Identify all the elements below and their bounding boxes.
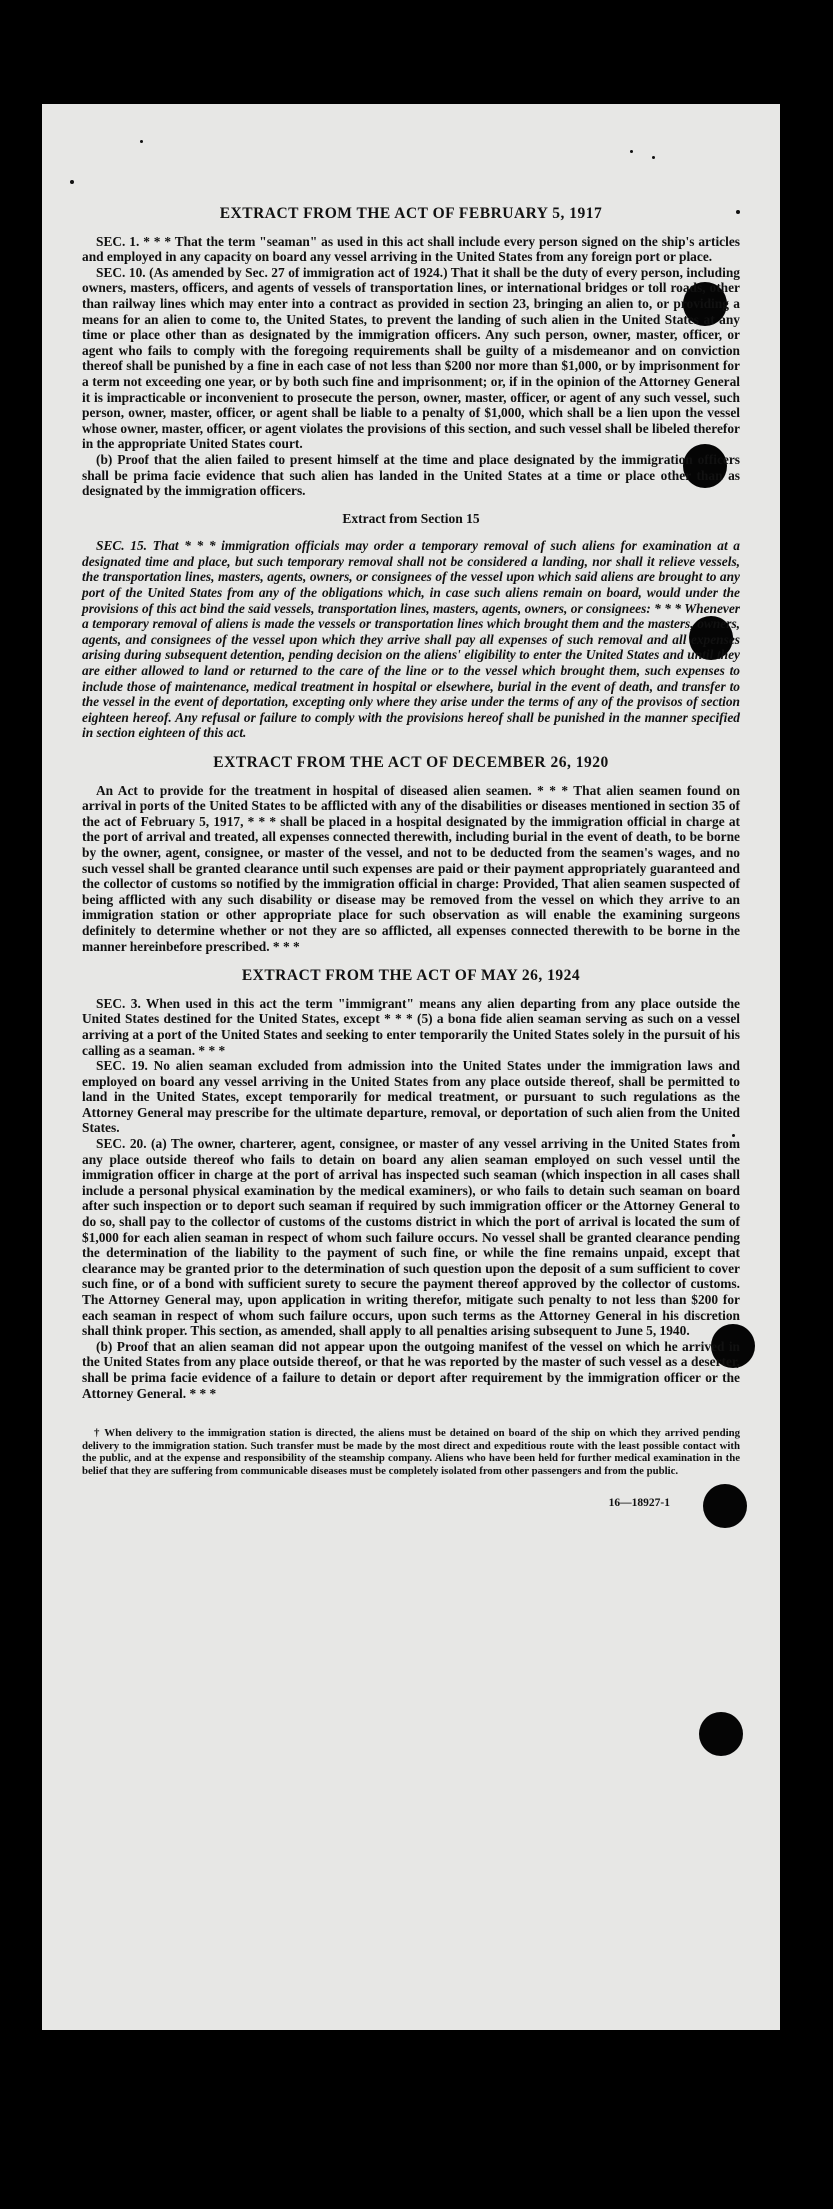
document-body xyxy=(82,206,740,1511)
speck xyxy=(140,140,143,143)
section-subheading: Extract from Section 15 xyxy=(342,510,480,526)
footnote: † When delivery to the immigration station is directed, the aliens must be detained on board of the ship on which they arrived pending delivery to the immigration station. Such transfer must be made by the most direct and expeditious route with the least possible contact with the public, and at the expense and responsibility of the steamship company. Aliens who have been held for further medical examination in the belief that they are suffering from communicable diseases must be completely isolated from other passengers and from the public. xyxy=(82,1427,740,1477)
paragraph: SEC. 19. No alien seaman excluded from admission into the United States under the immigration laws and employed on board any vessel arriving in the United States from any place outside thereof, shall be permitted to land in the United States, except temporarily for medical treatment, or pursuant to such regulations as the Attorney General may prescribe for the ultimate departure, removal, or deportation of such alien from the United States. xyxy=(82,1058,740,1136)
section-heading: EXTRACT FROM THE ACT OF FEBRUARY 5, 1917 xyxy=(219,205,603,222)
paragraph: SEC. 3. When used in this act the term "immigrant" means any alien departing from any place outside the United States destined for the United States, except * * * (5) a bona fide alien seaman serving as such on a vessel arriving at a port of the United States and seeking to enter temporarily the United States solely in the pursuit of his calling as a seaman. * * * xyxy=(82,995,740,1058)
speck xyxy=(70,180,74,184)
paragraph: SEC. 20. (a) The owner, charterer, agent, consignee, or master of any vessel arriving in the United States from any place outside thereof who fails to detain on board any alien seaman employed on such vessel until the immigration officer in charge at the port of arrival has inspected such seaman (which inspection in all cases shall include a personal physical examination by the medical examiners), or who fails to detain such seaman on board after such inspection or to deport such seaman if required by such immigration officer or the Attorney General to do so, shall pay to the collector of customs of the customs district in which the port of arrival is located the sum of $1,000 for each alien seaman in respect of whom such failure occurs. No vessel shall be granted clearance pending the determination of the liability to the payment of such fine, or while the fine remains unpaid, except that clearance may be granted prior to the determination of such question upon the deposit of a sum sufficient to cover such fine, or of a bond with sufficient surety to secure the payment thereof approved by the collector of customs. The Attorney General may, upon application in writing therefor, mitigate such penalty to not less than $200 for each seaman in respect of whom such failure occurs, upon such terms as the Attorney General in his discretion shall think proper. This section, as amended, shall apply to all penalties arising subsequent to June 5, 1940. xyxy=(82,1136,740,1339)
paragraph: SEC. 10. (As amended by Sec. 27 of immigration act of 1924.) That it shall be the duty of every person, including owners, masters, officers, and agents of vessels of transportation lines, or international bridges or toll roads, other than railway lines which may enter into a contract as provided in section 23, bringing an alien to, or providing a means for an alien to come to, the United States, to prevent the landing of such alien in the United States at any time or place other than as designated by the immigration officers. Any such person, owner, master, officer, or agent who fails to comply with the foregoing requirements shall be guilty of a misdemeanor and on conviction thereof shall be punished by a fine in each case of not less than $200 nor more than $1,000, or by imprisonment for a term not exceeding one year, or by both such fine and imprisonment; or, if in the opinion of the Attorney General it is impracticable or inconvenient to prosecute the person, owner, master, officer, or agent of any such vessel, such person, owner, master, officer, or agent shall be liable to a penalty of $1,000, which shall be a lien upon the vessel whose owner, master, officer, or agent violates the provisions of this section, and such vessel shall be libeled therefor in the appropriate United States court. xyxy=(82,264,740,452)
paragraph: (b) Proof that the alien failed to present himself at the time and place designated by the immigration officers shall be prima facie evidence that such alien has landed in the United States at a time or place other than as designated by the immigration officers. xyxy=(82,451,740,499)
section-heading: EXTRACT FROM THE ACT OF MAY 26, 1924 xyxy=(241,967,581,985)
section-heading: EXTRACT FROM THE ACT OF DECEMBER 26, 1920 xyxy=(213,754,609,771)
speck xyxy=(652,156,655,159)
punch-hole xyxy=(699,1712,743,1756)
paragraph: An Act to provide for the treatment in hospital of diseased alien seamen. * * * That alien seamen found on arrival in ports of the United States to be afflicted with any of the disabilities or diseases mentioned in section 35 of the act of February 5, 1917, * * * shall be placed in a hospital designated by the immigration official in charge at the port of arrival and treated, all expenses connected therewith, including burial in the event of death, to be borne by the owner, agent, consignee, or master of the vessel, and not to be deducted from the seamen's wages, and no such vessel shall be granted clearance until such expenses are paid or their payment appropriately guaranteed and the collector of customs so notified by the immigration official in charge: Provided, That alien seamen suspected of being afflicted with any such disability or disease may be removed from the vessel on which they arrive to an immigration station or other appropriate place for such observation as will enable the examining surgeons definitely to determine whether or not they are so afflicted, all expenses connected therewith to be borne in the manner hereinbefore prescribed. * * * xyxy=(82,782,740,954)
document-page xyxy=(42,104,780,2030)
form-number: 16—18927-1 xyxy=(608,1496,670,1509)
speck xyxy=(630,150,633,153)
paragraph: (b) Proof that an alien seaman did not appear upon the outgoing manifest of the vessel on which he arrived in the United States from any place outside thereof, or that he was reported by the master of such vessel as a deserter, shall be prima facie evidence of a failure to detain or deport after requirement by the immigration officer or the Attorney General. * * * xyxy=(82,1338,740,1401)
paragraph: SEC. 1. * * * That the term "seaman" as used in this act shall include every person signed on the ship's articles and employed in any capacity on board any vessel arriving in the United States from any foreign port or place. xyxy=(82,233,740,265)
paragraph: SEC. 15. That * * * immigration officials may order a temporary removal of such aliens for examination at a designated time and place, but such temporary removal shall not be considered a landing, nor shall it relieve vessels, the transportation lines, masters, agents, owners, or consignees of the vessel upon which said aliens are brought to any port of the United States from any of the obligations which, in case such aliens remain on board, would under the provisions of this act bind the said vessels, transportation lines, masters, agents, owners, or consignees: * * * Whenever a temporary removal of aliens is made the vessels or transportation lines which brought them and the masters, owners, agents, and consignees of the vessel upon which they arrive shall pay all expenses of such removal and all expenses arising during subsequent detention, pending decision on the aliens' eligibility to enter the United States and until they are either allowed to land or returned to the care of the line or to the vessel which brought them, such expenses to include those of maintenance, medical treatment in hospital or elsewhere, burial in the event of death, and transfer to the vessel in the event of deportation, excepting only where they arise under the terms of any of the provisos of section eighteen hereof. Any refusal or failure to comply with the provisions hereof shall be punished in the manner specified in section eighteen of this act. xyxy=(82,538,740,741)
